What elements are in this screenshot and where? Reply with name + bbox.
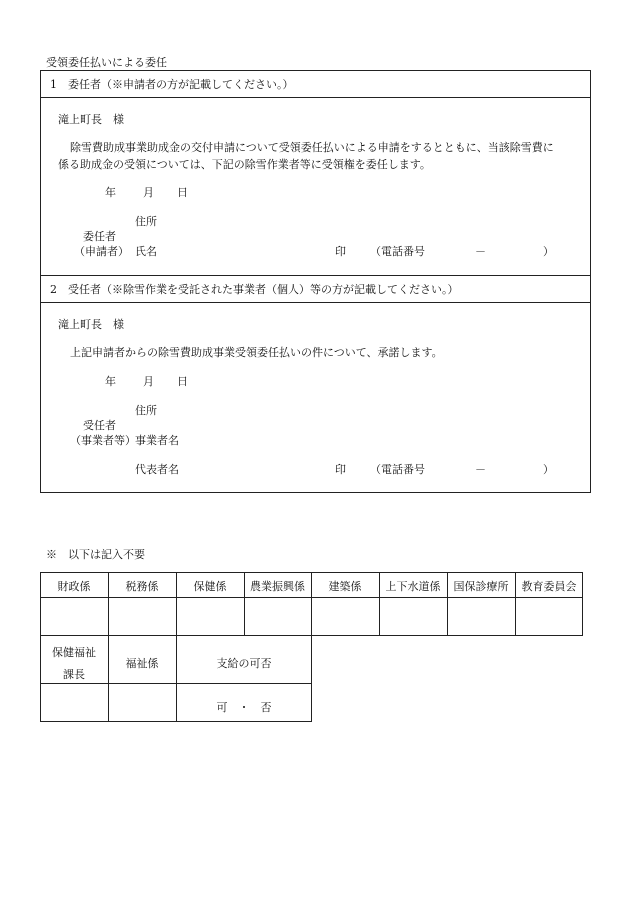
section1-role-sub: （申請者）	[74, 245, 129, 258]
section1-name-label: 氏名	[135, 245, 157, 258]
section2-rep-label: 代表者名	[135, 463, 179, 476]
welfare-header-section-chief-line1: 保健福祉	[52, 646, 96, 659]
approval-header-zeimu: 税務係	[125, 580, 159, 593]
note-not-required: ※ 以下は記入不要	[46, 548, 145, 561]
section1-header: 1 委任者（※申請者の方が記載してください。）	[50, 78, 294, 91]
section2-date-day: 日	[177, 375, 188, 388]
section2-header-divider	[40, 302, 591, 303]
section1-date-year: 年	[105, 186, 116, 199]
section1-seal: 印	[335, 245, 346, 258]
section2-role-sub: （事業者等）	[70, 434, 136, 447]
section1-phone-open: （電話番号	[370, 245, 425, 258]
approval-header-kyoiku: 教育委員会	[521, 580, 577, 593]
section1-body-line1: 除雪費助成事業助成金の交付申請について受領委任払いによる申請をするとともに、当該除雪費に	[70, 141, 554, 154]
section2-phone-open: （電話番号	[370, 463, 425, 476]
section1-addressee: 滝上町長 様	[58, 113, 124, 126]
section2-seal: 印	[335, 463, 346, 476]
section2-header: 2 受任者（※除雪作業を受託された事業者（個人）等の方が記載してください。）	[50, 283, 459, 296]
section1-date-month: 月	[143, 186, 154, 199]
section1-date-day: 日	[177, 186, 188, 199]
section1-address-label: 住所	[135, 215, 157, 228]
section1-phone-close: ）	[543, 245, 554, 258]
approval-header-nogyo: 農業振興係	[250, 580, 305, 593]
section1-body-line2: 係る助成金の受領については、下記の除雪作業者等に受領権を委任します。	[58, 158, 431, 171]
doc-title: 受領委任払いによる委任	[46, 56, 167, 69]
section2-date-month: 月	[143, 375, 154, 388]
welfare-table-col-divider	[108, 635, 109, 722]
section2-box	[40, 275, 591, 493]
approval-header-shinryojo: 国保診療所	[453, 580, 509, 593]
approval-header-hoken: 保健係	[193, 580, 227, 593]
section2-address-label: 住所	[135, 404, 157, 417]
approval-header-gesuido: 上下水道係	[385, 580, 441, 593]
section2-role-label: 受任者	[83, 419, 116, 432]
welfare-header-approval: 支給の可否	[216, 657, 272, 670]
section2-phone-dash: －	[475, 463, 486, 476]
section2-addressee: 滝上町長 様	[58, 318, 124, 331]
section2-date-year: 年	[105, 375, 116, 388]
welfare-approval-value: 可 ・ 否	[216, 701, 272, 714]
section1-role-label: 委任者	[83, 230, 116, 243]
section2-phone-close: ）	[543, 463, 554, 476]
section2-business-name-label: 事業者名	[135, 434, 179, 447]
approval-header-kenchiku: 建築係	[328, 580, 362, 593]
approval-header-zaisei: 財政係	[57, 580, 91, 593]
section1-header-divider	[40, 97, 591, 98]
section2-body-line1: 上記申請者からの除雪費助成事業受領委任払いの件について、承諾します。	[70, 346, 443, 359]
welfare-header-fukushi: 福祉係	[125, 657, 159, 670]
welfare-header-section-chief-line2: 課長	[63, 668, 85, 681]
section1-phone-dash: －	[475, 245, 486, 258]
